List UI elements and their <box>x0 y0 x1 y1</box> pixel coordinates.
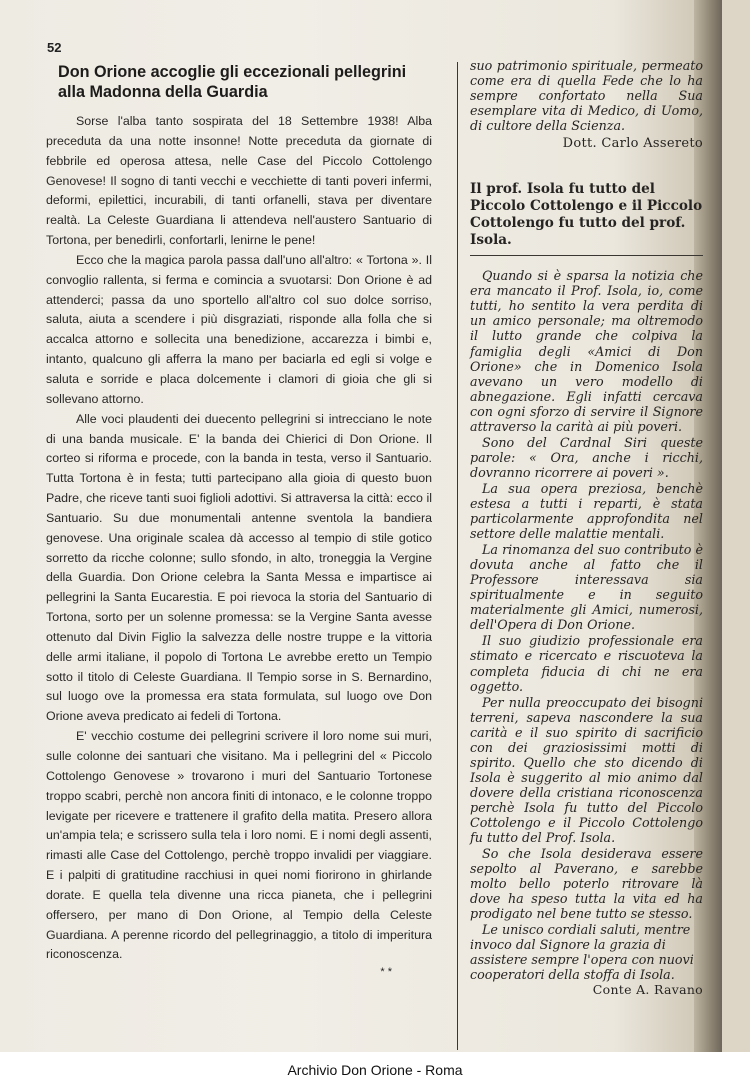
letter-final-paragraph <box>470 922 703 998</box>
section-title: Il prof. Isola fu tutto del Piccolo Cottolengo e il Piccolo Cottolengo fu tutto del prof. Isola. <box>470 181 703 256</box>
article-paragraph: E' vecchio costume dei pellegrini scrivere il loro nome sui muri, sulle colonne dei santuari che visitano. Ma i pellegrini del « Piccolo Cottolengo Genovese » trovarono i muri del Santuario Tortonese troppo scabri, perchè non ancora finiti di intonaco, e le colonne troppo levigate per ricevere e trattenere il grafito della matita. Presero allora un'ampia tela; e scrissero sulla tela i loro nomi. E i nomi degli assenti, rimasti alle Case del Cottolengo, perchè troppo invalidi per viaggiare. E i palpiti di gratitudine racchiusi in quei nomi fiorirono in ghirlande dorate. E quella tela divenne una ricca pianeta, che i pellegrini offersero, per mano di Don Orione, al Tempio della Celeste Guardiana. A perenne ricordo del pellegrinaggio, a titolo di imperitura riconoscenza. <box>46 729 432 962</box>
article-paragraph: Alle voci plaudenti dei duecento pellegrini si intrecciano le note di una banda musicale. E' la banda dei Chierici di Don Orione. Il corteo si riforma e procede, con la banda in testa, verso il Santuario. Tutta Tortona è in festa; tutti partecipano alla gioia di questo buon Padre, che riceve tanti suoi figlioli adottivi. Si attraversa la città: ecco il Santuario. Su due monumentali antenne sventola la bandiera genovese. Una originale scalea dà accesso al tempio di stile gotico sorretto da ricche colonne; sullo sfondo, in alto, troneggia la Vergine della Guardia. Don Orione celebra la Santa Messa e impartisce ai pellegrini la Santa Eucarestia. E poi rievoca la storia del Santuario di Tortona, sorto per un solenne promessa: se la Vergine Santa avesse ottenuto dal Divin Figlio la salvezza delle nostre truppe e la vittoria delle armi italiane, il popolo di Tortona Le avrebbe eretto un Tempio sotto il titolo di Celeste Guardiana. Il Tempio sorse in S. Bernardino, sul luogo ove la promessa era stata formulata, sul luogo ove Don Orione aveva predicato ai fedeli di Tortona. <box>46 411 432 724</box>
page-number: 52 <box>47 40 62 55</box>
right-column <box>470 58 703 998</box>
letter-paragraph: La sua opera preziosa, benchè estesa a tutti i reparti, è stata particolarmente approfondita nel settore delle malattie mentali. <box>470 480 703 542</box>
column-divider <box>457 62 458 1050</box>
letter-paragraph: So che Isola desiderava essere sepolto al Paverano, e sarebbe molto bello poterlo ritrovare là dove ha speso tutta la vita ed ha prodigato nel bene tutto se stesso. <box>470 846 703 922</box>
left-article <box>46 62 432 979</box>
continued-text: suo patrimonio spirituale, permeato come era di quella Fede che lo ha sempre confortato nella Sua esemplare vita di Medico, di Uomo, di cultore della Scienza. <box>470 58 703 134</box>
letter-paragraph: La rinomanza del suo contributo è dovuta anche al fatto che il Professore interessava sia spiritualmente e in seguito materialmente gli Amici, numerosi, dell'Opera di Don Orione. <box>470 542 703 633</box>
letter-paragraph: Il suo giudizio professionale era stimato e ricercato e riscuoteva la completa fiducia di chi ne era oggetto. <box>470 633 703 694</box>
article-end-mark: * * <box>380 966 392 979</box>
article-title: Don Orione accoglie gli eccezionali pellegrini alla Madonna della Guardia <box>58 63 407 101</box>
letter-paragraph: Quando si è sparsa la notizia che era mancato il Prof. Isola, io, come tutti, ho sentito la vera perdita di un amico personale; ma oltremodo il lutto grande che colpiva la famiglia degli «Amici di Don Orione» che in Domenico Isola avevano un vero modello di abnegazione. Egli infatti cercava con ogni sforzo di servire il Signore attraverso la carità ai più poveri. <box>470 268 703 434</box>
letter-paragraph: Per nulla preoccupato dei bisogni terreni, sapeva nascondere la sua carità e il suo spirito di sacrificio con dei graziosissimi motti di spirito. Quello che sto dicendo di Isola è suggerito al mio animo dal dovere della cristiana riconoscenza perchè Isola fu tutto del Piccolo Cottolengo e il Piccolo Cottolengo fu tutto del Prof. Isola. <box>470 694 703 846</box>
article-paragraph: Sorse l'alba tanto sospirata del 18 Settembre 1938! Alba preceduta da una notte insonne! Notte preceduta da giornate di febbrile ed operosa attesa, nelle Case del Piccolo Cottolengo Genovese! Il sogno di tanti vecchi e vecchiette di tanti poveri infermi, deformi, epilettici, incurabili, di tanti orfanelli, stava per diventare realtà. La Celeste Guardiana li attendeva nell'austero Santuario di Tortona, per benedirli, confortarli, lenirne le pene! <box>46 114 432 248</box>
archive-footer: Archivio Don Orione - Roma <box>0 1052 750 1089</box>
letter-paragraph: Le unisco cordiali saluti, mentre invoco dal Signore la grazia di assistere sempre l'opera con nuovi cooperatori della stoffa di Isola. <box>470 922 694 983</box>
final-signature: Conte A. Ravano <box>592 982 703 998</box>
intro-signature: Dott. Carlo Assereto <box>562 136 703 152</box>
article-paragraph: Ecco che la magica parola passa dall'uno all'altro: « Tortona ». Il convoglio rallenta, si ferma e comincia a svuotarsi: Don Orione è ad attenderci; passa da uno sportello all'altro col suo dolce sorriso, saluta, aiuta a scendere i più disgraziati, risponde alla folla che si accalca attorno e sollecita una benedizione, accarezza i bimbi e, intanto, qualcuno gli afferra la mano per baciarla ed egli si volge e saluta e sorride e placa dolcemente i clamori di gioia che gli si sollevano attorno. <box>46 252 432 406</box>
letter-paragraph: Sono del Cardnal Siri queste parole: « Ora, anche i ricchi, dovranno ricorrere ai poveri ». <box>470 434 703 480</box>
